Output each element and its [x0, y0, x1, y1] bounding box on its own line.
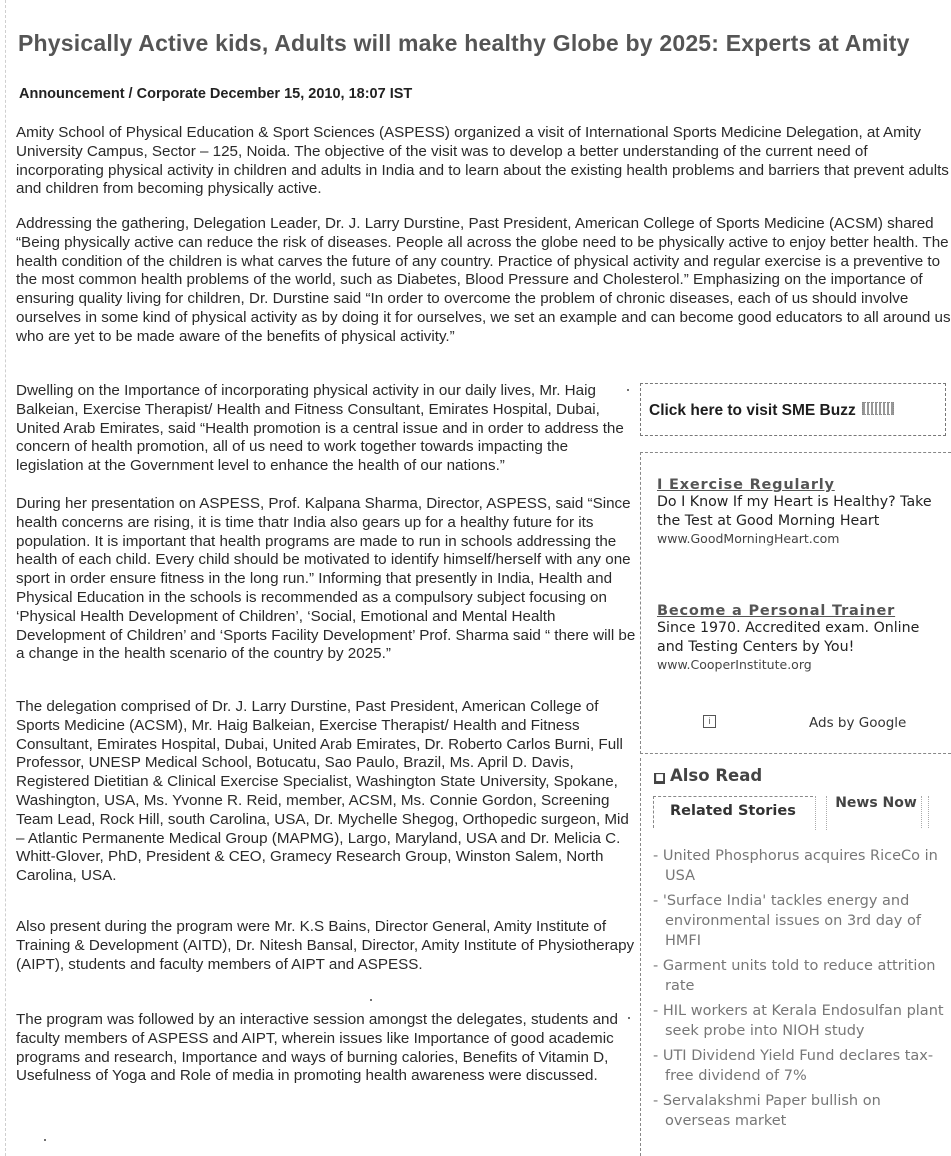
ad-unit — [657, 603, 937, 672]
ad-body: Since 1970. Accredited exam. Online and Testing Centers by You! — [657, 620, 920, 655]
tab-related-stories[interactable]: Related Stories — [653, 796, 813, 828]
google-ads-box — [640, 452, 951, 754]
article-paragraph: Addressing the gathering, Delegation Leader, Dr. J. Larry Durstine, Past President, American College of Sports Medicine (ACSM) shared “Being physically active can reduce the risk of diseases. People all across the globe need to be physically active to enjoy better health. The health condition of the children is what carves the future of any country. Practice of physical activity and regular exercise is a preventive to the most common health problems of the world, such as Diabetes, Blood Pressure and Cholesterol.” Emphasizing on the importance of ensuring quality living for children, Dr. Durstine said “In order to overcome the problem of chronic diseases, each of us should involve ourselves in some kind of physical activity as by doing it for ourselves, we set an example and can become good educators to all around us who are yet to be made aware of the benefits of physical activity.” — [16, 215, 951, 345]
page-edge-line — [5, 0, 6, 1156]
sme-buzz-link[interactable] — [649, 402, 894, 420]
article-paragraph: Dwelling on the Importance of incorporating physical activity in our daily lives, Mr. Haig Balkeian, Exercise Therapist/ Health and Fitness Consultant, Emirates Hospital, Dubai, United Arab Emirates, said “Health promotion is a central issue and in order to address the concern of health promotion, all of us need to work together towards impacting the legislation at the Government level to enhance the health of our nations.” — [16, 382, 624, 475]
article-paragraph: The program was followed by an interactive session amongst the delegates, students and faculty members of ASPESS and AIPT, wherein issues like Importance of good academic programs and research, Importance and ways of burning calories, Benefits of Vitamin D, Usefulness of Yoga and Role of media in promoting health awareness were discussed. — [16, 1011, 618, 1085]
scan-speck — [44, 1139, 46, 1141]
also-read-box — [640, 758, 951, 1156]
scan-speck — [627, 389, 629, 391]
article-paragraph: During her presentation on ASPESS, Prof. Kalpana Sharma, Director, ASPESS, said “Since health concerns are rising, it is time thatr India also gears up for a healthy future for its population. It is important that health programs are made to run in schools addressing the health of each child. Every child should be motivated to identify himself/herself with any one sport in order ensure fitness in the long run.” Informing that presently in India, Health and Physical Education in the schools is recommended as a compulsory subject focusing on ‘Physical Health Development of Children’, ‘Social, Emotional and Mental Health Development of Children’ and ‘Sports Facility Development’ Prof. Sharma said “ there will be a change in the health scenario of the country by 2025.” — [16, 495, 636, 663]
scan-speck — [370, 999, 372, 1001]
related-story-link[interactable]: - United Phosphorus acquires RiceCo in USA — [653, 848, 938, 884]
related-story-link[interactable]: - Servalakshmi Paper bullish on overseas market — [653, 1093, 881, 1129]
article-paragraph: Also present during the program were Mr. K.S Bains, Director General, Amity Institute of Training & Development (AITD), Dr. Nitesh Bansal, Director, Amity Institute of Physiotherapy (AIPT), students and faculty members of AIPT and ASPESS. — [16, 918, 635, 973]
sme-buzz-link-label: Click here to visit SME Buzz — [649, 402, 856, 419]
square-bullet-icon: ■ — [655, 773, 664, 783]
sme-buzz-badge-icon — [862, 402, 894, 415]
ad-url[interactable]: www.GoodMorningHeart.com — [657, 531, 840, 546]
ad-choices-icon[interactable]: i — [703, 715, 716, 728]
tab-separator — [815, 796, 827, 830]
sme-buzz-box — [640, 383, 946, 436]
article-dateline: Announcement / Corporate December 15, 2010, 18:07 IST — [19, 86, 413, 102]
scan-speck — [628, 1017, 630, 1019]
related-story-link[interactable]: - Garment units told to reduce attrition rate — [653, 958, 936, 994]
article-paragraph: Amity School of Physical Education & Sport Sciences (ASPESS) organized a visit of International Sports Medicine Delegation, at Amity University Campus, Sector – 125, Noida. The objective of the visit was to develop a better understanding of the current need of incorporating physical activity in children and adults in India and to learn about the existing health problems and barriers that prevent adults and children from becoming physically active. — [16, 124, 949, 198]
article-paragraph: The delegation comprised of Dr. J. Larry Durstine, Past President, American College of Sports Medicine (ACSM), Mr. Haig Balkeian, Exercise Therapist/ Health and Fitness Consultant, Emirates Hospital, Dubai, United Arab Emirates, Dr. Roberto Carlos Burni, Full Professor, UNESP Medical School, Botucatu, Sao Paulo, Brazil, Ms. April D. Davis, Registered Dietitian & Clinical Exercise Specialist, Washington State University, Spokane, Washington, USA, Ms. Yvonne R. Reid, member, ACSM, Ms. Connie Gordon, Screening Team Lead, Rock Hill, south Carolina, USA, Dr. Mychelle Shegog, Orthopedic surgeon, Mid – Atlantic Permanente Medical Group (MAPMG), Largo, Maryland, USA and Dr. Melicia C. Whitt-Glover, PhD, President & CEO, Gramecy Research Group, Winston Salem, North Carolina, USA. — [16, 698, 629, 885]
ads-by-google-label[interactable]: Ads by Google — [809, 715, 907, 731]
also-read-title: Also Read — [670, 766, 763, 785]
related-stories-list — [653, 846, 949, 1136]
article-headline: Physically Active kids, Adults will make healthy Globe by 2025: Experts at Amity — [18, 30, 910, 56]
related-story-link[interactable]: - HIL workers at Kerala Endosulfan plant seek probe into NIOH study — [653, 1003, 944, 1039]
related-story-link[interactable]: - UTI Dividend Yield Fund declares tax-free dividend of 7% — [653, 1048, 934, 1084]
ad-unit — [657, 477, 937, 546]
tab-news-now[interactable]: News Now — [835, 795, 917, 811]
ad-url[interactable]: www.CooperInstitute.org — [657, 657, 812, 672]
ad-body: Do I Know If my Heart is Healthy? Take the Test at Good Morning Heart — [657, 494, 932, 529]
also-read-heading — [654, 766, 762, 785]
related-story-link[interactable]: - 'Surface India' tackles energy and environmental issues on 3rd day of HMFI — [653, 893, 921, 949]
ad-title-link[interactable]: I Exercise Regularly — [657, 477, 835, 493]
ad-title-link[interactable]: Become a Personal Trainer — [657, 603, 896, 619]
tab-edge — [921, 796, 929, 828]
